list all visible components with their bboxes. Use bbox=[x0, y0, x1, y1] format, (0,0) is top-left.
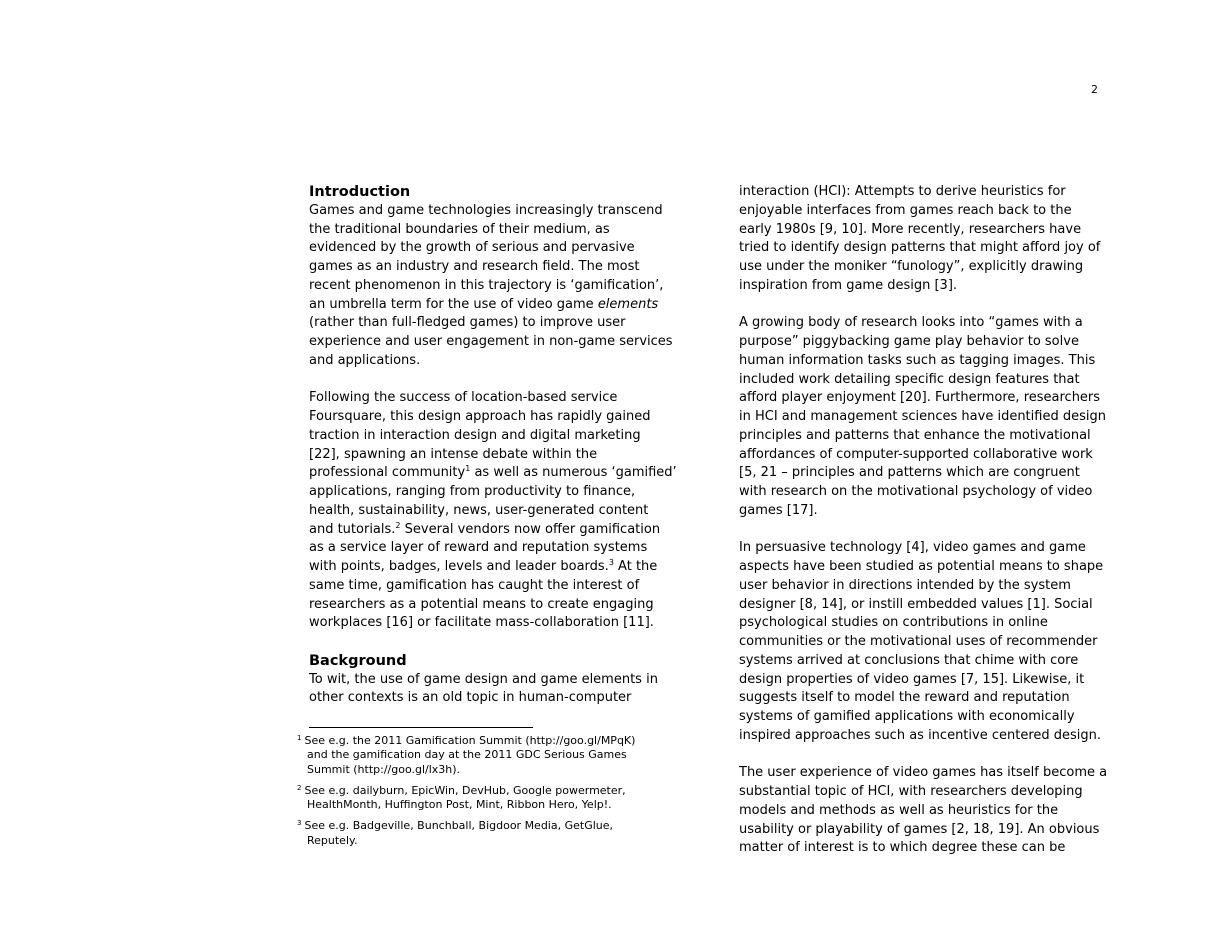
text-line: In persuasive technology [4], video games and game bbox=[739, 540, 1086, 556]
text-line: use under the moniker “funology”, explicitly drawing bbox=[739, 259, 1084, 274]
text-line: usability or playability of games [2, 18, 19]. An obvious bbox=[739, 821, 1100, 837]
text-line: inspired approaches such as incentive centered design. bbox=[739, 727, 1102, 743]
text-line: games [17]. bbox=[739, 502, 818, 518]
text-line: recent phenomenon in this trajectory is ‘gamification’, bbox=[309, 277, 664, 293]
text-line: same time, gamification has caught the interest of bbox=[309, 577, 640, 593]
text-line: Games and game technologies increasingly transcend bbox=[309, 202, 663, 218]
text-line bbox=[309, 521, 677, 540]
text-line: Following the success of location-based service bbox=[309, 390, 618, 406]
footnote-text: Summit (http://goo.gl/lx3h). bbox=[307, 762, 461, 776]
text-line: applications, ranging from productivity to finance, bbox=[309, 484, 636, 499]
text-line: purpose” piggybacking game play behavior to solve bbox=[739, 334, 1079, 349]
section-heading: Background bbox=[309, 652, 407, 669]
footnote bbox=[297, 784, 635, 813]
text-line bbox=[309, 296, 677, 315]
text-line: psychological studies on contributions in online bbox=[739, 615, 1048, 631]
blank-line bbox=[739, 746, 1107, 765]
text-line: models and methods as well as heuristics for the bbox=[739, 802, 1059, 818]
footnote bbox=[297, 734, 635, 777]
right-column bbox=[739, 183, 1107, 858]
text-line: in HCI and management sciences have identified design bbox=[739, 409, 1106, 424]
text-line: A growing body of research looks into “games with a bbox=[739, 315, 1083, 331]
text-segment: an umbrella term for the use of video game bbox=[309, 296, 598, 312]
footnote-ref: 1 bbox=[465, 464, 471, 474]
text-line: suggests itself to model the reward and reputation bbox=[739, 690, 1070, 706]
text-line bbox=[309, 464, 677, 483]
text-line: included work detailing specific design features that bbox=[739, 371, 1080, 387]
text-line bbox=[309, 558, 677, 577]
text-segment: with points, badges, levels and leader boards. bbox=[309, 559, 609, 574]
text-line: affordances of computer-supported collaborative work bbox=[739, 446, 1093, 462]
text-line: user behavior in directions intended by the system bbox=[739, 577, 1071, 593]
text-line: human information tasks such as tagging images. This bbox=[739, 352, 1096, 368]
footnote-number: 1 bbox=[297, 734, 302, 742]
footnote-text: and the gamification day at the 2011 GDC Serious Games bbox=[307, 748, 627, 762]
text-line: tried to identify design patterns that might afford joy of bbox=[739, 240, 1101, 256]
footnote-line bbox=[297, 734, 635, 748]
blank-line bbox=[309, 633, 677, 652]
text-line: early 1980s [9, 10]. More recently, researchers have bbox=[739, 221, 1082, 237]
blank-line bbox=[739, 521, 1107, 540]
text-line: experience and user engagement in non-game services bbox=[309, 334, 673, 349]
footnote-line bbox=[297, 798, 635, 812]
text-line: design properties of video games [7, 15]. Likewise, it bbox=[739, 671, 1085, 687]
text-line: inspiration from game design [3]. bbox=[739, 277, 958, 293]
section-heading: Introduction bbox=[309, 184, 411, 200]
footnote-text: See e.g. the 2011 Gamification Summit (http://goo.gl/MPqK) bbox=[304, 734, 636, 747]
footnote-text: See e.g. dailyburn, EpicWin, DevHub, Google powermeter, bbox=[304, 783, 626, 797]
text-line: traction in interaction design and digital marketing bbox=[309, 427, 641, 443]
text-line: [22], spawning an intense debate within the bbox=[309, 446, 598, 462]
text-line: and applications. bbox=[309, 352, 421, 368]
text-segment: as well as numerous ‘gamified’ bbox=[470, 465, 677, 481]
footnote-number: 2 bbox=[297, 783, 302, 792]
text-line: [5, 21 – principles and patterns which are congruent bbox=[739, 465, 1080, 481]
text-line: games as an industry and research field. The most bbox=[309, 259, 640, 274]
left-column bbox=[309, 183, 677, 708]
text-line: (rather than full-fledged games) to improve user bbox=[309, 315, 626, 331]
text-line: other contexts is an old topic in human-computer bbox=[309, 690, 632, 706]
text-line: interaction (HCI): Attempts to derive heuristics for bbox=[739, 184, 1066, 199]
footnote-text: HealthMonth, Huffington Post, Mint, Ribbon Hero, Yelp!. bbox=[307, 798, 612, 812]
text-line: substantial topic of HCI, with researchers developing bbox=[739, 784, 1083, 799]
text-line: Foursquare, this design approach has rapidly gained bbox=[309, 409, 651, 424]
text-line: afford player enjoyment [20]. Furthermore, researchers bbox=[739, 390, 1101, 406]
text-line: with research on the motivational psychology of video bbox=[739, 484, 1093, 499]
text-line: principles and patterns that enhance the motivational bbox=[739, 427, 1091, 443]
text-line: workplaces [16] or facilitate mass-collaboration [11]. bbox=[309, 615, 654, 631]
footnote-text: Reputely. bbox=[307, 833, 358, 847]
emphasis: elements bbox=[597, 296, 659, 312]
text-line: evidenced by the growth of serious and pervasive bbox=[309, 240, 635, 256]
text-line: researchers as a potential means to create engaging bbox=[309, 596, 654, 612]
text-line: The user experience of video games has itself become a bbox=[739, 765, 1108, 781]
footnote-number: 3 bbox=[297, 819, 302, 828]
footnote-ref: 2 bbox=[395, 520, 401, 530]
footnote bbox=[297, 819, 635, 848]
footnotes bbox=[297, 734, 635, 855]
text-line: communities or the motivational uses of recommender bbox=[739, 634, 1098, 649]
footnote-ref: 3 bbox=[608, 558, 614, 567]
text-segment: professional community bbox=[309, 465, 466, 481]
footnote-line bbox=[297, 748, 635, 762]
text-segment: and tutorials. bbox=[309, 521, 396, 537]
text-segment: At the bbox=[613, 559, 658, 574]
footnote-line bbox=[297, 819, 635, 833]
page-number: 2 bbox=[1091, 83, 1098, 96]
text-line: enjoyable interfaces from games reach back to the bbox=[739, 202, 1072, 218]
text-line: the traditional boundaries of their medium, as bbox=[309, 221, 610, 237]
footnote-line bbox=[297, 763, 635, 777]
text-line: aspects have been studied as potential means to shape bbox=[739, 559, 1104, 574]
text-line: designer [8, 14], or instill embedded values [1]. Social bbox=[739, 596, 1093, 612]
text-segment: Several vendors now offer gamification bbox=[400, 521, 661, 537]
footnote-text: See e.g. Badgeville, Bunchball, Bigdoor Media, GetGlue, bbox=[304, 819, 614, 833]
text-line: To wit, the use of game design and game elements in bbox=[309, 671, 658, 687]
blank-line bbox=[739, 296, 1107, 315]
text-line: matter of interest is to which degree these can be bbox=[739, 840, 1066, 856]
footnote-separator bbox=[309, 727, 533, 728]
footnote-line bbox=[297, 784, 635, 798]
text-line: systems arrived at conclusions that chime with core bbox=[739, 652, 1079, 668]
footnote-line bbox=[297, 834, 635, 848]
text-line: systems of gamified applications with economically bbox=[739, 709, 1075, 724]
blank-line bbox=[309, 371, 677, 390]
text-line: as a service layer of reward and reputation systems bbox=[309, 540, 648, 556]
text-line: health, sustainability, news, user-generated content bbox=[309, 502, 649, 518]
